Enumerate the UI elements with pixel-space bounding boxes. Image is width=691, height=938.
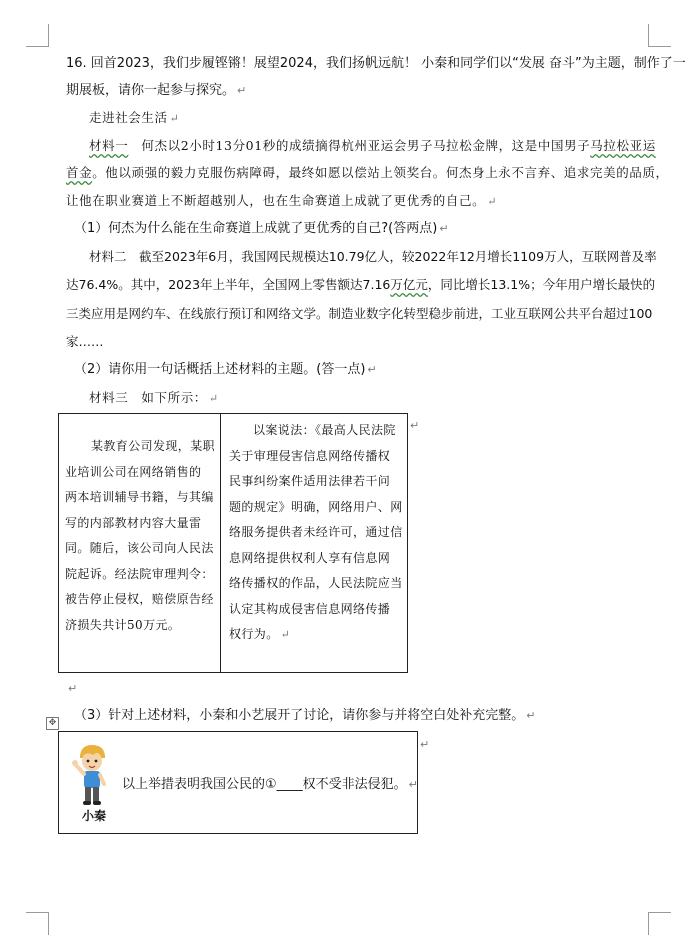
material1-text-3: 让他在职业赛道上不断超越别人，也在生命赛道上成就了更优秀的自己。 (66, 193, 486, 208)
speaker-name: 小秦 (82, 809, 107, 823)
left-cell-line: 写的内部教材内容大量雷 (65, 515, 202, 530)
material2-line-1 (89, 248, 657, 266)
student-avatar-icon (71, 742, 113, 812)
left-cell-line: 业培训公司在网络销售的 (65, 464, 202, 479)
material3-intro-text: 材料三 如下所示： (89, 390, 207, 405)
material1-line-2 (66, 164, 669, 182)
return-mark: ↵ (169, 112, 180, 125)
right-cell-line: 息网络提供权利人享有信息网 (229, 550, 391, 565)
material1-text-1-tail: 马拉松亚运 (590, 138, 656, 153)
q3-text: （3）针对上述材料，小秦和小艺展开了讨论，请你参与并将空白处补充完整。 (74, 708, 525, 723)
table-divider (220, 414, 221, 672)
question-text-1: 16. 回首2023，我们步履铿锵！展望2024，我们扬帆远航！ 小秦和同学们以“发展 奋斗”为主题，制作了一 (66, 56, 686, 71)
q3-line (74, 707, 536, 725)
crop-mark-bottom-right (648, 912, 671, 935)
left-cell-line: 被告停止侵权，赔偿原告经 (65, 592, 214, 606)
section-title-text: 走进社会生活 (89, 110, 168, 125)
case-table (58, 413, 408, 673)
left-cell-line: 同。随后，该公司向人民法 (65, 541, 214, 555)
right-cell-last-text: 权行为。 (229, 627, 279, 641)
material3-intro (89, 389, 219, 408)
right-cell-line: 关于审理侵害信息网络传播权 (229, 448, 391, 463)
return-mark: ↵ (410, 419, 420, 432)
return-mark: ↵ (439, 222, 449, 235)
right-cell-line: 民事纠纷案件适用法律若干问 (229, 474, 391, 488)
return-mark: ↵ (208, 392, 219, 405)
right-cell-line: 络服务提供者未经许可，通过信 (229, 525, 403, 539)
discussion-statement (122, 773, 418, 792)
left-cell-line: 院起诉。经法院审理判令： (65, 566, 214, 581)
material2-text-2a: 达76.4%。其中，2023年上半年，全国网上零售额达7.16 (66, 277, 391, 292)
material2-text-4: 家…… (66, 334, 104, 349)
return-mark: ↵ (487, 195, 498, 208)
left-cell-line: 济损失共计50万元。 (65, 617, 181, 632)
q1-text: （1）何杰为什么能在生命赛道上成就了更优秀的自己?(答两点) (74, 221, 438, 236)
left-cell-line: 两本培训辅导书籍，与其编 (65, 490, 214, 504)
right-cell-line: 认定其构成侵害信息网络传播 (229, 601, 391, 616)
return-mark: ↵ (237, 84, 247, 97)
material2-line-3 (66, 305, 652, 323)
table-left-cell (65, 434, 215, 638)
question-line-1 (66, 55, 686, 73)
question-text-2: 期展板，请你一起参与探究。 (66, 83, 236, 98)
right-cell-line: 络传播权的作品，人民法院应当 (229, 576, 403, 590)
material2-line-4 (66, 333, 104, 351)
material1-text-2: 。他以顽强的毅力克服伤病障碍，最终如愿以偿站上领奖台。何杰身上永不言弃、追求完美的品质， (92, 165, 669, 180)
material2-text-2c: ，同比增长13.1%；今年用户增长最快的 (427, 277, 656, 292)
question-line-2 (66, 82, 246, 100)
material1-line-1 (89, 137, 656, 155)
return-mark: ↵ (280, 628, 291, 641)
q2-line (74, 361, 377, 379)
return-mark: ↵ (526, 709, 536, 722)
left-cell-line: 某教育公司发现，某职 (91, 439, 216, 453)
section-title (89, 109, 179, 128)
crop-mark-top-left (26, 24, 49, 47)
material1-text-1: 何杰以2小时13分01秒的成绩摘得杭州亚运会男子马拉松金牌，这是中国男子 (141, 138, 591, 153)
right-cell-line: 以案说法：《最高人民法院 (253, 423, 396, 437)
q2-text: （2）请你用一句话概括上述材料的主题。(答一点) (74, 362, 366, 377)
material1-label: 材料一 (89, 138, 129, 153)
table-move-handle-icon[interactable]: ✥ (46, 717, 59, 730)
material1-text-2-head: 首金 (66, 165, 93, 180)
right-cell-line (229, 622, 403, 648)
crop-mark-bottom-left (26, 912, 49, 935)
material2-text-3: 三类应用是网约车、在线旅行预订和网络文学。制造业数字化转型稳步前进，工业互联网公共平台超过100 (66, 306, 653, 321)
q1-line (74, 220, 449, 238)
return-mark: ↵ (408, 778, 418, 791)
material2-line-2 (66, 276, 655, 294)
material1-line-3 (66, 192, 497, 211)
return-mark: ↵ (367, 363, 377, 376)
crop-mark-top-right (648, 24, 671, 47)
table-right-cell (229, 418, 403, 648)
material2-text-2b: 万亿元 (390, 277, 428, 292)
discussion-box (58, 731, 418, 834)
right-cell-line: 题的规定》明确，网络用户、网 (229, 499, 403, 514)
discussion-statement-text: 以上举措表明我国公民的①____权不受非法侵犯。 (122, 777, 407, 792)
return-mark: ↵ (68, 682, 78, 695)
material2-text-1: 材料二 截至2023年6月，我国网民规模达10.79亿人，较2022年12月增长1109万人，互联网普及率 (89, 249, 657, 264)
return-mark: ↵ (420, 738, 430, 751)
